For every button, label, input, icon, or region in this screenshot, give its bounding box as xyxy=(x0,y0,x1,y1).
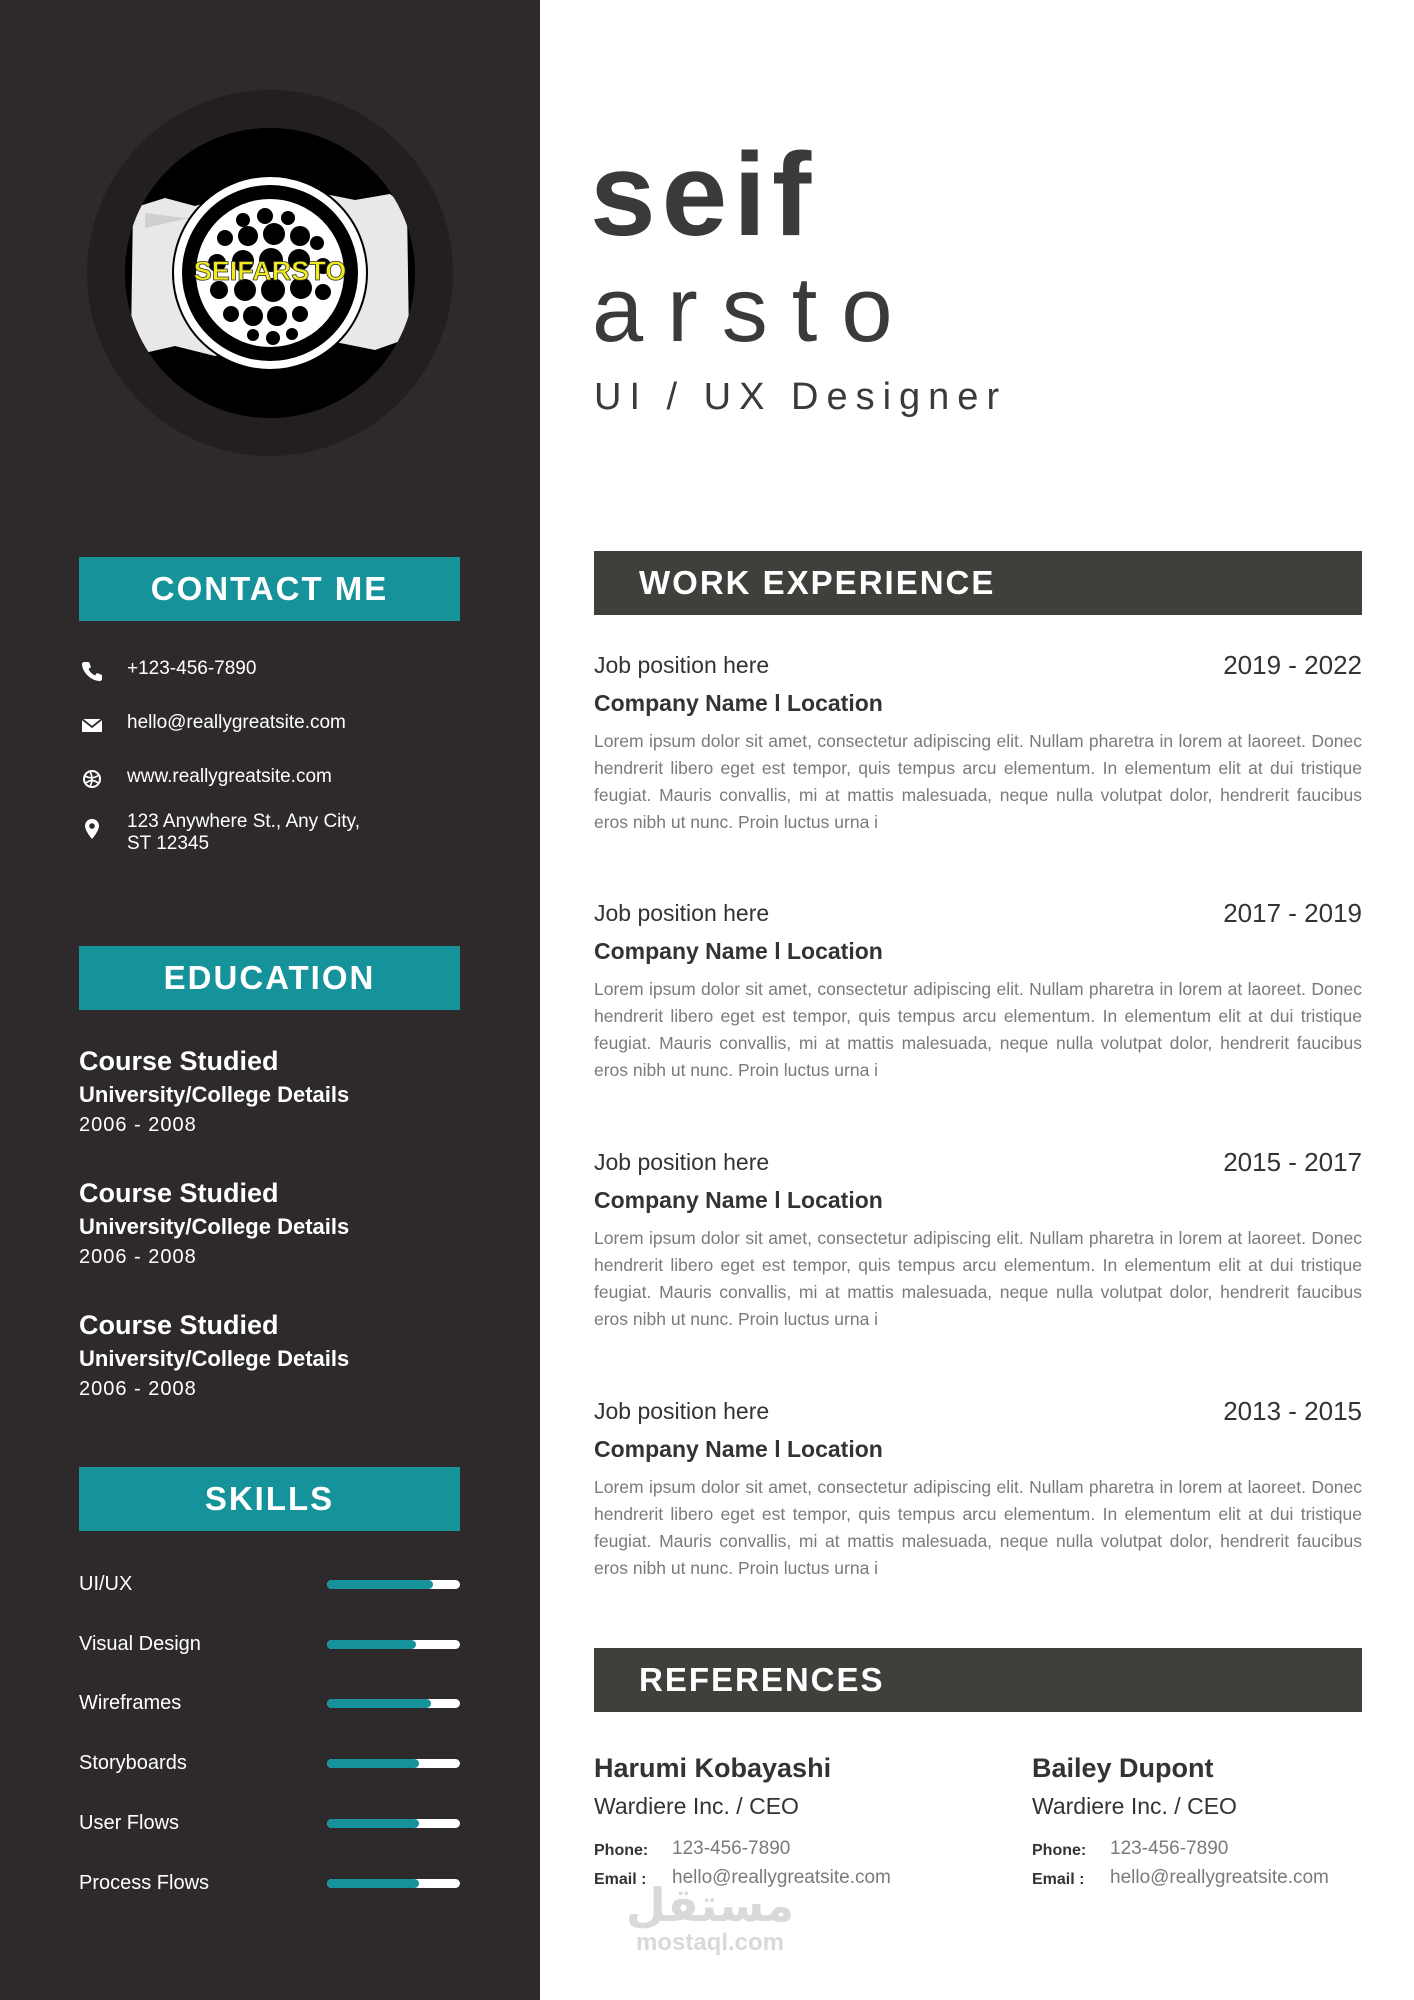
reference-name: Bailey Dupont xyxy=(1032,1753,1214,1783)
reference-name: Harumi Kobayashi xyxy=(594,1753,832,1783)
reference-email xyxy=(1032,1865,1412,1894)
reference-email-value: hello@reallygreatsite.com xyxy=(672,1867,891,1888)
course-name: Course Studied xyxy=(79,1178,279,1208)
skill-bar-fill xyxy=(327,1640,416,1649)
first-name: seif xyxy=(590,129,818,261)
phone-label: Phone: xyxy=(1032,1842,1087,1859)
skill-row xyxy=(79,1569,460,1599)
skill-bar-fill xyxy=(327,1819,419,1828)
avatar-ring xyxy=(87,90,453,456)
reference-email-value: hello@reallygreatsite.com xyxy=(1110,1867,1329,1888)
reference-phone xyxy=(594,1836,974,1865)
contact-header: CONTACT ME xyxy=(79,557,460,621)
watermark-logo: مستقل xyxy=(625,1878,795,1932)
job-years: 2019 - 2022 xyxy=(1223,650,1362,680)
skill-bar xyxy=(327,1879,460,1888)
company-location: Company Name l Location xyxy=(594,938,883,964)
email-label: Email : xyxy=(1032,1871,1085,1888)
skill-name: UI/UX xyxy=(79,1573,133,1595)
skill-row xyxy=(79,1629,460,1659)
reference-item xyxy=(594,1750,974,1894)
location-pin-icon xyxy=(79,816,105,842)
watermark xyxy=(620,1880,800,1956)
logo-text: SEIFARSTO xyxy=(193,256,347,286)
sidebar xyxy=(0,0,540,2000)
education-header: EDUCATION xyxy=(79,946,460,1010)
email-label: Email : xyxy=(594,1871,647,1888)
skills-header: SKILLS xyxy=(79,1467,460,1531)
email-text: hello@reallygreatsite.com xyxy=(127,712,346,733)
school-name: University/College Details xyxy=(79,1346,350,1371)
skill-name: Visual Design xyxy=(79,1633,201,1655)
skill-name: User Flows xyxy=(79,1812,180,1834)
company-location: Company Name l Location xyxy=(594,690,883,716)
job-title: UI / UX Designer xyxy=(594,376,1008,418)
skill-bar-fill xyxy=(327,1580,433,1589)
address-line-1: 123 Anywhere St., Any City, xyxy=(127,811,361,832)
job-description: Lorem ipsum dolor sit amet, consectetur adipiscing elit. Nullam pharetra in lorem at laoreet. Donec hendrerit libero eget est tempor, quis tempus arcu elementum. In elementum elit at dui tristique feugiat. Mauris convallis, mi at mattis malesuada, neque nulla volutpat dolor, hendrerit faucibus eros nibh ut nunc. Proin luctus urna i xyxy=(594,1228,1362,1329)
school-name: University/College Details xyxy=(79,1082,350,1107)
education-years: 2006 - 2008 xyxy=(79,1378,197,1400)
job-position: Job position here xyxy=(594,900,770,926)
job-position: Job position here xyxy=(594,1149,770,1175)
course-name: Course Studied xyxy=(79,1046,279,1076)
education-years: 2006 - 2008 xyxy=(79,1246,197,1268)
school-name: University/College Details xyxy=(79,1214,350,1239)
work-experience-header: WORK EXPERIENCE xyxy=(594,551,1362,615)
job-position: Job position here xyxy=(594,1398,770,1424)
job-years: 2017 - 2019 xyxy=(1223,898,1362,928)
job-years: 2015 - 2017 xyxy=(1223,1147,1362,1177)
skill-row xyxy=(79,1748,460,1778)
website-text: www.reallygreatsite.com xyxy=(127,766,332,787)
education-item xyxy=(79,1175,519,1271)
company-location: Company Name l Location xyxy=(594,1436,883,1462)
reference-phone xyxy=(1032,1836,1412,1865)
company-location: Company Name l Location xyxy=(594,1187,883,1213)
job-description: Lorem ipsum dolor sit amet, consectetur adipiscing elit. Nullam pharetra in lorem at laoreet. Donec hendrerit libero eget est tempor, quis tempus arcu elementum. In elementum elit at dui tristique feugiat. Mauris convallis, mi at mattis malesuada, neque nulla volutpat dolor, hendrerit faucibus eros nibh ut nunc. Proin luctus urna i xyxy=(594,1477,1362,1578)
skill-name: Storyboards xyxy=(79,1752,187,1774)
skill-name: Process Flows xyxy=(79,1872,210,1894)
skill-bar-fill xyxy=(327,1699,431,1708)
job-position: Job position here xyxy=(594,652,770,678)
skill-bar xyxy=(327,1580,460,1589)
profile-logo-image xyxy=(125,128,415,418)
education-item xyxy=(79,1043,519,1139)
skill-bar xyxy=(327,1819,460,1828)
skill-bar xyxy=(327,1759,460,1768)
skill-name: Wireframes xyxy=(79,1692,182,1714)
phone-label: Phone: xyxy=(594,1842,649,1859)
education-item xyxy=(79,1307,519,1403)
skill-row xyxy=(79,1868,460,1898)
globe-icon xyxy=(79,766,105,792)
job-description: Lorem ipsum dolor sit amet, consectetur adipiscing elit. Nullam pharetra in lorem at laoreet. Donec hendrerit libero eget est tempor, quis tempus arcu elementum. In elementum elit at dui tristique feugiat. Mauris convallis, mi at mattis malesuada, neque nulla volutpat dolor, hendrerit faucibus eros nibh ut nunc. Proin luctus urna i xyxy=(594,979,1362,1080)
phone-text: +123-456-7890 xyxy=(127,658,257,679)
job-description: Lorem ipsum dolor sit amet, consectetur adipiscing elit. Nullam pharetra in lorem at laoreet. Donec hendrerit libero eget est tempor, quis tempus arcu elementum. In elementum elit at dui tristique feugiat. Mauris convallis, mi at mattis malesuada, neque nulla volutpat dolor, hendrerit faucibus eros nibh ut nunc. Proin luctus urna i xyxy=(594,731,1362,832)
reference-role: Wardiere Inc. / CEO xyxy=(1032,1793,1237,1819)
reference-item xyxy=(1032,1750,1412,1894)
mail-icon xyxy=(79,712,105,738)
last-name: arsto xyxy=(592,259,917,361)
phone-icon xyxy=(79,658,105,684)
avatar xyxy=(125,128,415,418)
skill-bar-fill xyxy=(327,1759,419,1768)
address-text xyxy=(127,811,360,855)
references-header: REFERENCES xyxy=(594,1648,1362,1712)
watermark-site: mostaql.com xyxy=(635,1929,785,1956)
reference-phone-value: 123-456-7890 xyxy=(672,1838,791,1859)
skill-bar xyxy=(327,1640,460,1649)
skill-bar xyxy=(327,1699,460,1708)
course-name: Course Studied xyxy=(79,1310,279,1340)
skill-row xyxy=(79,1808,460,1838)
job-years: 2013 - 2015 xyxy=(1223,1396,1362,1426)
skill-row xyxy=(79,1688,460,1718)
address-line-2: ST 12345 xyxy=(127,833,210,854)
reference-role: Wardiere Inc. / CEO xyxy=(594,1793,799,1819)
education-years: 2006 - 2008 xyxy=(79,1114,197,1136)
reference-phone-value: 123-456-7890 xyxy=(1110,1838,1229,1859)
skill-bar-fill xyxy=(327,1879,419,1888)
